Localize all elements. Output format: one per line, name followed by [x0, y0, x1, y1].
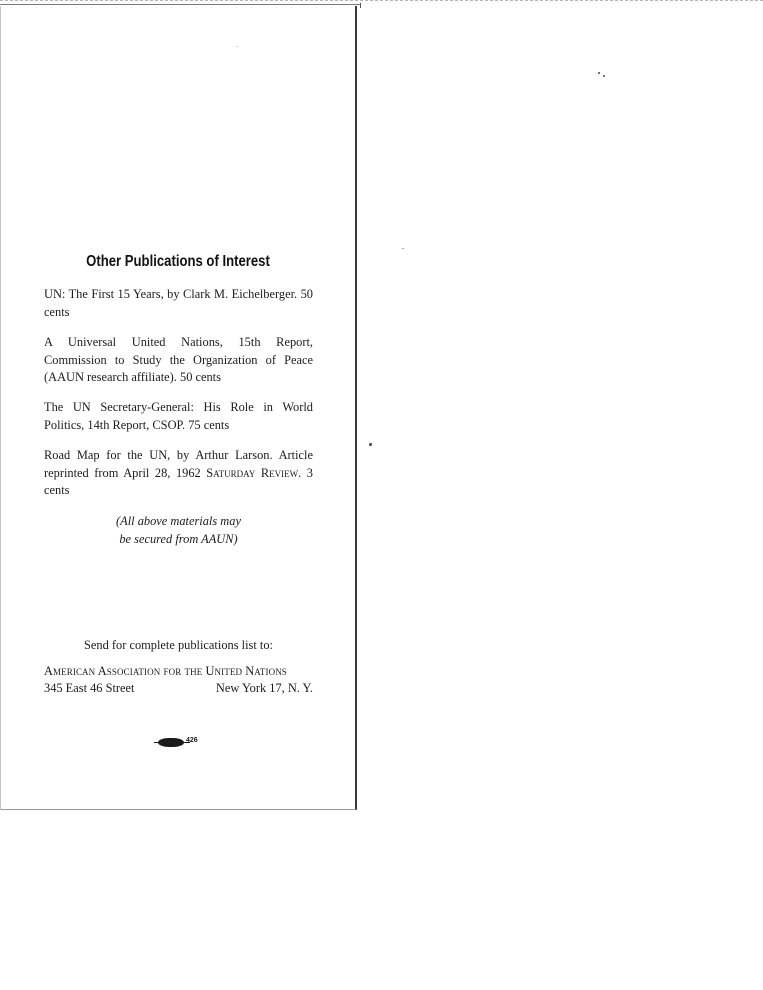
publication-item: UN: The First 15 Years, by Clark M. Eichelberger. 50 cents [44, 287, 313, 319]
send-instruction: Send for complete publications list to: [84, 638, 273, 652]
scan-speck [603, 75, 605, 77]
union-label-icon [154, 737, 214, 749]
page-heading: Other Publications of Interest [86, 253, 270, 270]
publication-item: A Universal United Nations, 15th Report, Commission to Study the Organization of Peace (AAUN research affiliate). 50 cents [44, 335, 313, 384]
page-top-edge [0, 4, 360, 5]
magazine-title: Saturday Review [206, 465, 299, 480]
availability-note [44, 513, 313, 548]
publication-text: Road Map for the UN, by Arthur Larson. Article reprinted from April 28, 1962 [44, 448, 313, 480]
city-address: New York 17, N. Y. [215, 681, 313, 695]
note-line: (All above materials may [116, 514, 241, 528]
organization-name: American Association for the United Nations [44, 664, 287, 678]
scan-speck [237, 46, 238, 47]
page-corner-mark [357, 3, 361, 8]
scan-speck [402, 248, 404, 249]
publication-price: . 3 cents [44, 465, 313, 497]
scan-top-border [0, 0, 763, 1]
scan-speck [598, 72, 600, 74]
union-label-number: 426 [186, 737, 198, 744]
scan-speck [369, 443, 372, 446]
street-address: 345 East 46 Street [44, 681, 135, 695]
publication-item [44, 447, 313, 500]
publication-item: The UN Secretary-General: His Role in World Politics, 14th Report, CSOP. 75 cents [44, 400, 313, 432]
union-label-mark [158, 738, 184, 747]
note-line: be secured from AAUN) [119, 531, 238, 546]
address-row [44, 681, 313, 696]
